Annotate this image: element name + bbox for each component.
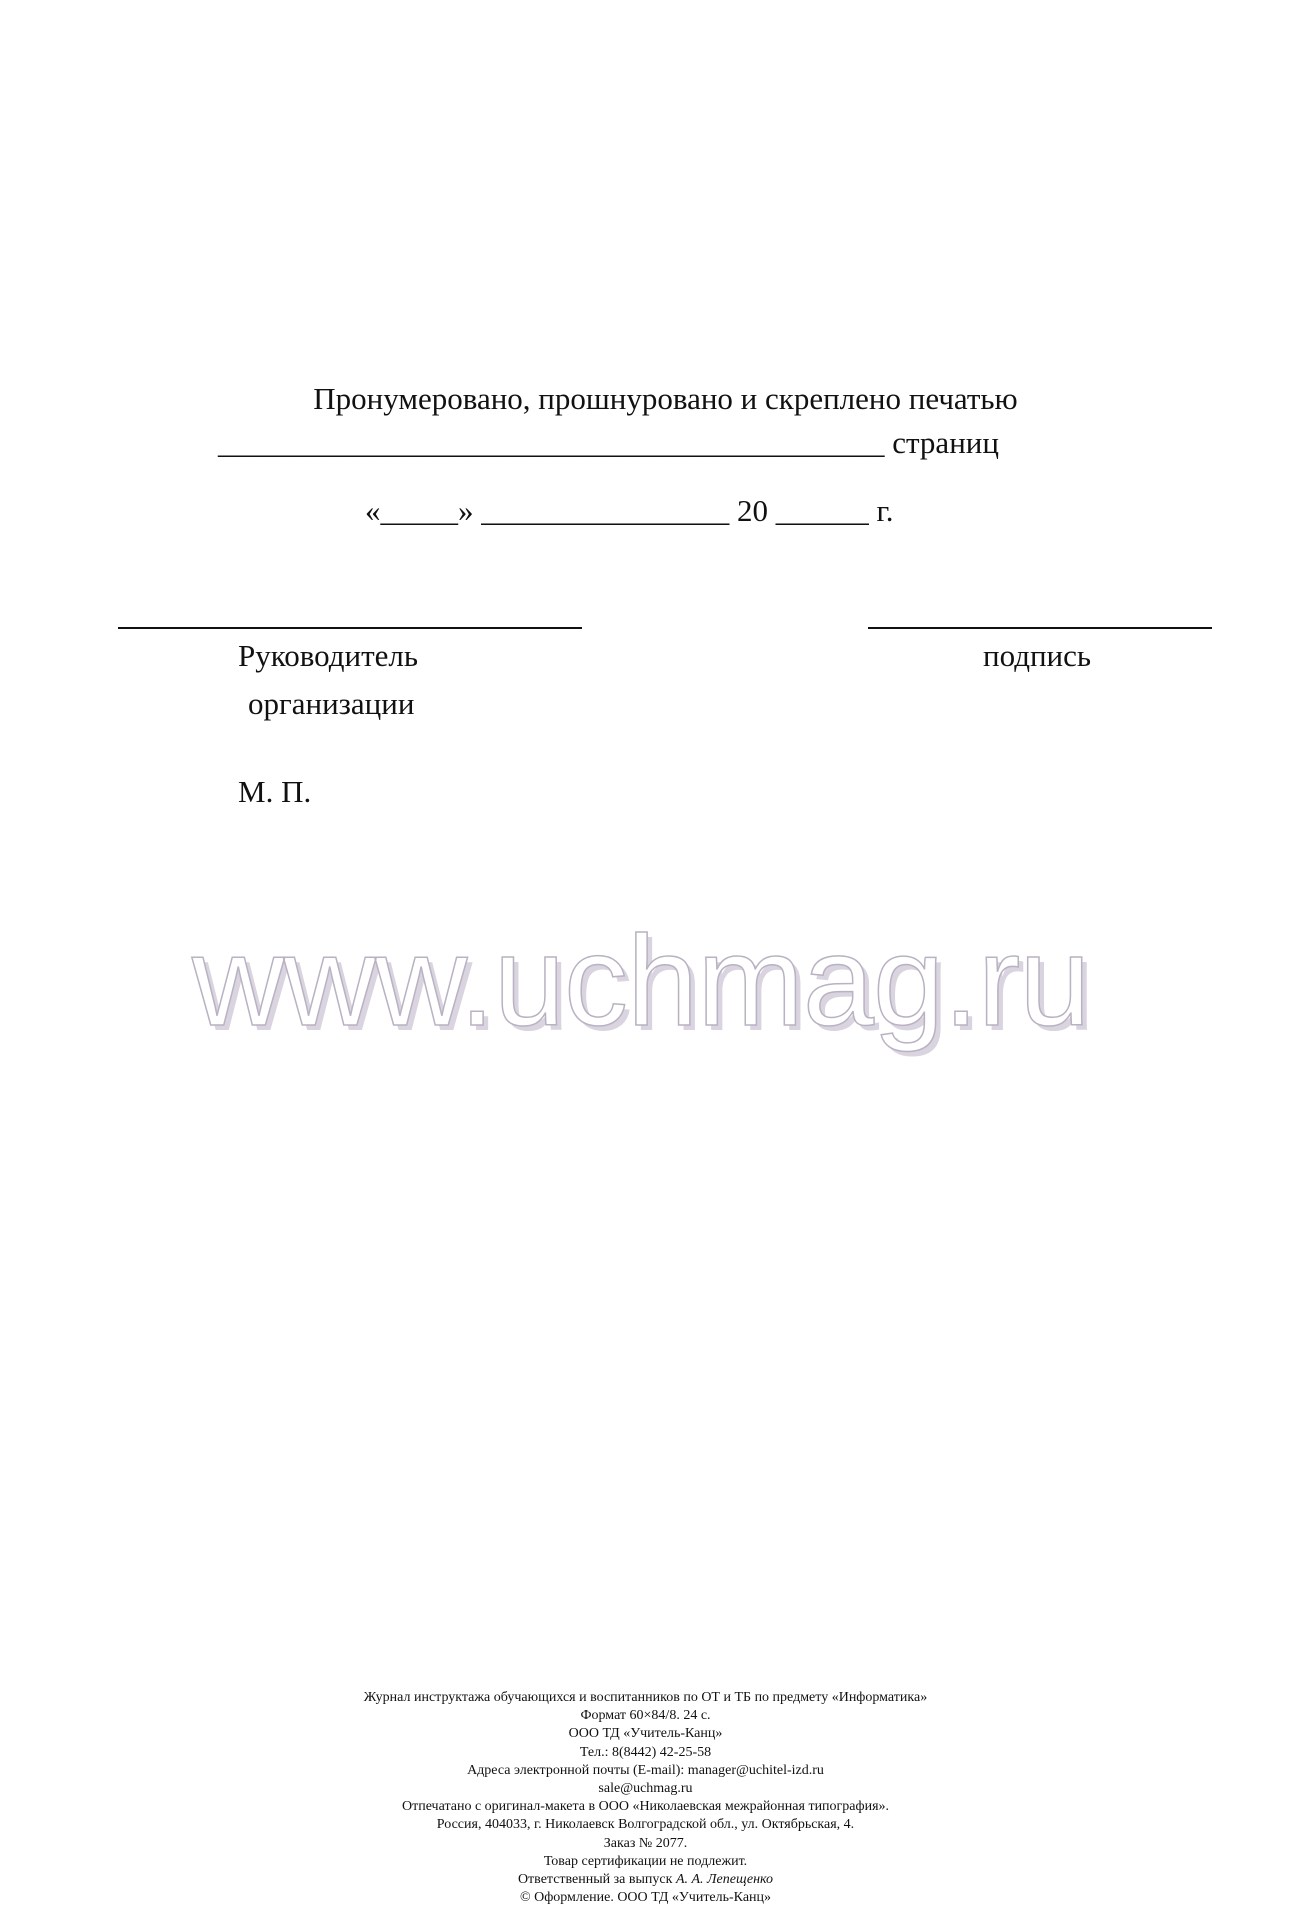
imprint-responsible — [0, 1871, 1291, 1889]
imprint-copyright: © Оформление. ООО ТД «Учитель-Канц» — [519, 1890, 772, 1906]
imprint-block — [0, 1689, 1291, 1907]
imprint-order: Заказ № 2077. — [603, 1835, 688, 1851]
watermark: www.uchmag.ru — [192, 910, 1090, 1053]
imprint-responsible-name: А. А. Лепещенко — [675, 1872, 774, 1888]
pages-count-line: ___________________________________________ страниц — [218, 425, 999, 460]
signature-label: подпись — [983, 638, 1092, 673]
signature-rule — [868, 627, 1212, 629]
imprint-format: Формат 60×84/8. 24 с. — [580, 1708, 711, 1724]
imprint-emails: Адреса электронной почты (E-mail): manager@uchitel-izd.ru — [467, 1762, 824, 1778]
organization-label: организации — [248, 686, 415, 721]
certification-statement: Пронумеровано, прошнуровано и скреплено печатью — [313, 381, 1018, 416]
head-role-label: Руководитель — [238, 638, 419, 673]
imprint-title: Журнал инструктажа обучающихся и воспитанников по ОТ и ТБ по предмету «Информатика» — [363, 1690, 928, 1705]
imprint-email2: sale@uchmag.ru — [598, 1781, 693, 1797]
imprint-certification-note: Товар сертификации не подлежит. — [543, 1853, 748, 1869]
date-line: «_____» ________________ 20 ______ г. — [365, 493, 894, 528]
imprint-phone: Тел.: 8(8442) 42-25-58 — [579, 1744, 712, 1760]
imprint-responsible-label: Ответственный за выпуск — [517, 1872, 673, 1888]
head-signature-rule — [118, 627, 582, 629]
stamp-place-label: М. П. — [238, 774, 312, 809]
imprint-printed: Отпечатано с оригинал-макета в ООО «Николаевская межрайонная типография». — [401, 1799, 890, 1815]
imprint-address: Россия, 404033, г. Николаевск Волгоградской обл., ул. Октябрьская, 4. — [436, 1817, 855, 1833]
imprint-publisher: ООО ТД «Учитель-Канц» — [568, 1726, 723, 1742]
